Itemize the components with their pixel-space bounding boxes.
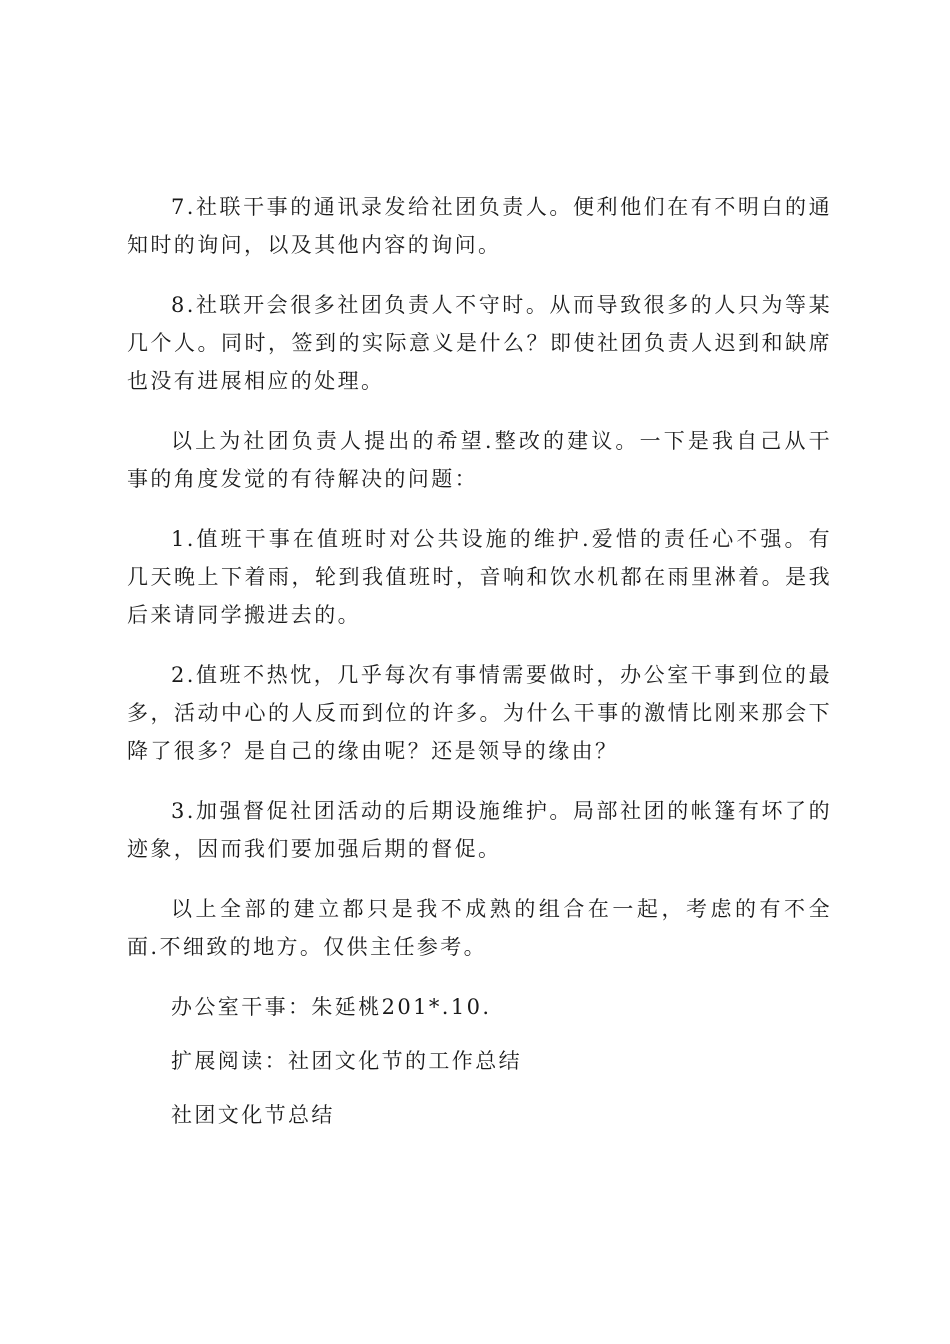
extended-reading-line: 扩展阅读：社团文化节的工作总结 [171,1049,522,1073]
paragraph-item-8: 8.社联开会很多社团负责人不守时。从而导致很多的人只为等某几个人。同时，签到的实际意义是什么？即使社团负责人迟到和缺席也没有进展相应的处理。 [127,293,832,393]
paragraph-issue-2: 2.值班不热忱，几乎每次有事情需要做时，办公室干事到位的最多，活动中心的人反而到位的许多。为什么干事的激情比刚来那会下降了很多？是自己的缘由呢？还是领导的缘由？ [127,663,832,763]
paragraph-conclusion: 以上全部的建立都只是我不成熟的组合在一起，考虑的有不全面.不细致的地方。仅供主任参考。 [127,897,832,959]
signature-line: 办公室干事：朱延桃201*.10. [171,995,492,1019]
paragraph-issue-3: 3.加强督促社团活动的后期设施维护。局部社团的帐篷有坏了的迹象，因而我们要加强后期的督促。 [127,799,832,861]
section-title: 社团文化节总结 [171,1103,335,1127]
document-body [127,188,832,1134]
paragraph-item-7: 7.社联干事的通讯录发给社团负责人。便利他们在有不明白的通知时的询问，以及其他内容的询问。 [127,195,832,257]
paragraph-issue-1: 1.值班干事在值班时对公共设施的维护.爱惜的责任心不强。有几天晚上下着雨，轮到我值班时，音响和饮水机都在雨里淋着。是我后来请同学搬进去的。 [127,527,832,627]
paragraph-summary: 以上为社团负责人提出的希望.整改的建议。一下是我自己从干事的角度发觉的有待解决的问题： [127,429,832,491]
